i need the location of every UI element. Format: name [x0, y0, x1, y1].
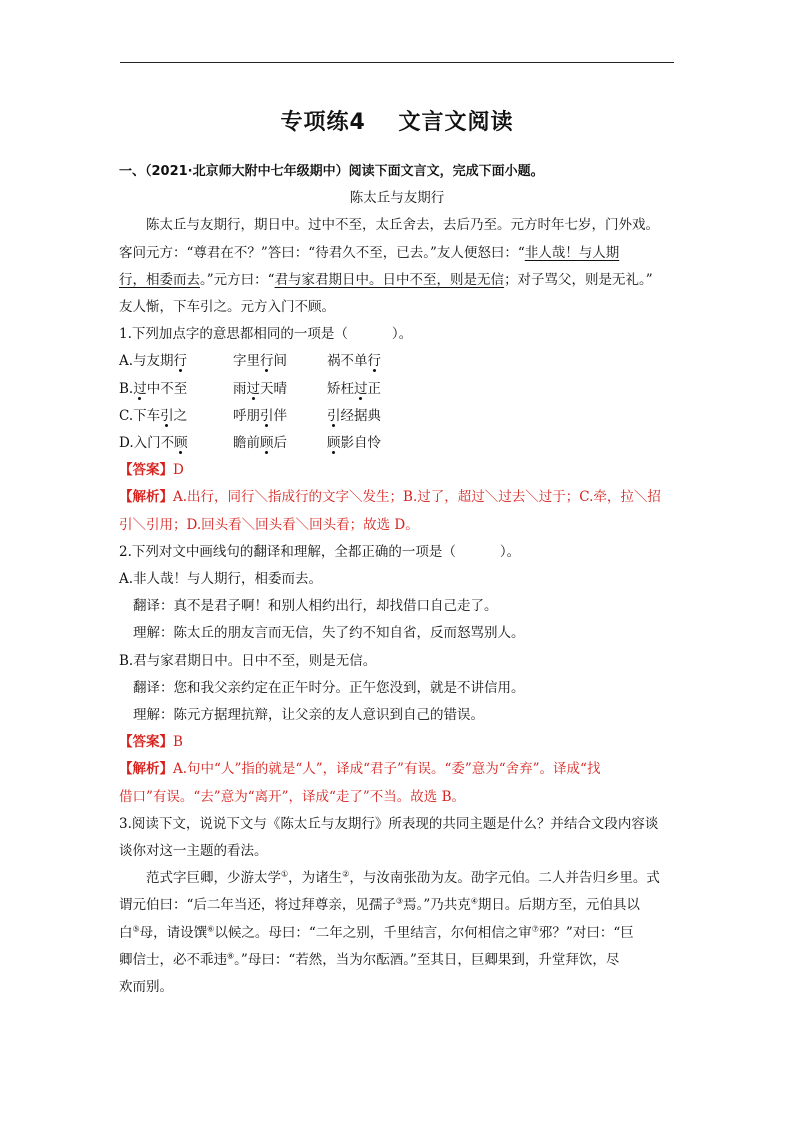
underlined-sentence: 非人哉！与人期 [524, 244, 620, 261]
question-1-option-b: B.过中不至 雨过天晴 矫枉过正 [119, 380, 381, 397]
question-3-stem: 3.阅读下文，说说下文与《陈太丘与友期行》所表现的共同主题是什么？并结合文段内容谈 [119, 815, 659, 832]
question-3-stem-cont: 谈你对这一主题的看法。 [119, 843, 268, 860]
title-part-b: 文言文阅读 [398, 110, 514, 135]
passage-line: 行，相委而去。”元方曰：“君与家君期日中。日中不至，则是无信；对子骂父，则是无礼。” [119, 271, 653, 288]
section-heading: 一、（2021·北京师大附中七年级期中）阅读下面文言文，完成下面小题。 [119, 164, 544, 179]
passage-line: 陈太丘与友期行，期日中。过中不至，太丘舍去，去后乃至。元方时年七岁，门外戏。 [146, 217, 659, 234]
passage-2-line: 欢而别。 [119, 979, 173, 996]
underlined-sentence: 行，相委而去 [119, 271, 200, 288]
question-2-answer: 【答案】B [119, 734, 183, 751]
question-2-option-a: A.非人哉！与人期行，相委而去。 [119, 571, 323, 588]
passage-line: 客问元方：“尊君在不？”答曰：“待君久不至，已去。”友人便怒曰：“非人哉！与人期 [119, 244, 620, 261]
question-2-a-understanding: 理解：陈太丘的朋友言而无信，失了约不知自省，反而怒骂别人。 [133, 625, 525, 642]
question-1-analysis: 【解析】A.出行，同行＼指成行的文字＼发生；B.过了，超过＼过去＼过于；C.牵，拉＼招 [119, 489, 661, 506]
passage-2-line: 谓元伯曰：“后二年当还，将过拜尊亲，见孺子③焉。”乃共克④期日。后期方至，元伯具以 [119, 896, 640, 914]
passage-2-line: 白⑤母，请设馔⑥以候之。母曰：“二年之别，千里结言，尔何相信之审⑦邪？”对曰：“巨 [119, 924, 634, 941]
title-part-a: 专项练4 [280, 110, 366, 135]
question-1-stem: 1.下列加点字的意思都相同的一项是（ ）。 [119, 326, 413, 343]
passage-line: 友人惭，下车引之。元方入门不顾。 [119, 299, 335, 316]
passage-2-line: 范式字巨卿，少游太学①，为诸生②，与汝南张劭为友。劭字元伯。二人并告归乡里。式 [146, 869, 660, 887]
question-2-analysis: 【解析】A.句中“人”指的就是“人”，译成“君子”有误。“委”意为“舍弃”。译成“找 [119, 761, 601, 778]
page-title [119, 105, 675, 136]
question-1-option-d: D.入门不顾 瞻前顾后 顾影自怜 [119, 435, 381, 452]
question-2-analysis-cont: 借口”有误。“去”意为“离开”，译成“走了”不当。故选 B。 [119, 788, 466, 805]
question-1-answer: 【答案】D [119, 462, 184, 479]
question-2-option-b: B.君与家君期日中。日中不至，则是无信。 [119, 652, 377, 669]
question-1-option-a: A.与友期行 字里行间 祸不单行 [119, 353, 381, 370]
passage-2-line: 卿信士，必不乖违⑧。”母曰：“若然，当为尔酝酒。”至其日，巨卿果到，升堂拜饮，尽 [119, 951, 620, 968]
question-1-option-c: C.下车引之 呼朋引伴 引经据典 [119, 407, 381, 424]
question-2-stem: 2.下列对文中画线句的翻译和理解，全都正确的一项是（ ）。 [119, 543, 521, 560]
question-2-a-translation: 翻译：真不是君子啊！和别人相约出行，却找借口自己走了。 [133, 598, 498, 615]
question-2-b-understanding: 理解：陈元方据理抗辩，让父亲的友人意识到自己的错误。 [133, 707, 484, 724]
document-body [119, 105, 675, 1001]
text-title: 陈太丘与友期行 [349, 190, 445, 207]
header-rule [120, 62, 674, 63]
question-2-b-translation: 翻译：您和我父亲约定在正午时分。正午您没到，就是不讲信用。 [133, 679, 525, 696]
underlined-sentence: 君与家君期日中。日中不至，则是无信 [274, 271, 505, 288]
question-1-analysis-cont: 引＼引用；D.回头看＼回头看＼回头看；故选 D。 [119, 516, 419, 533]
